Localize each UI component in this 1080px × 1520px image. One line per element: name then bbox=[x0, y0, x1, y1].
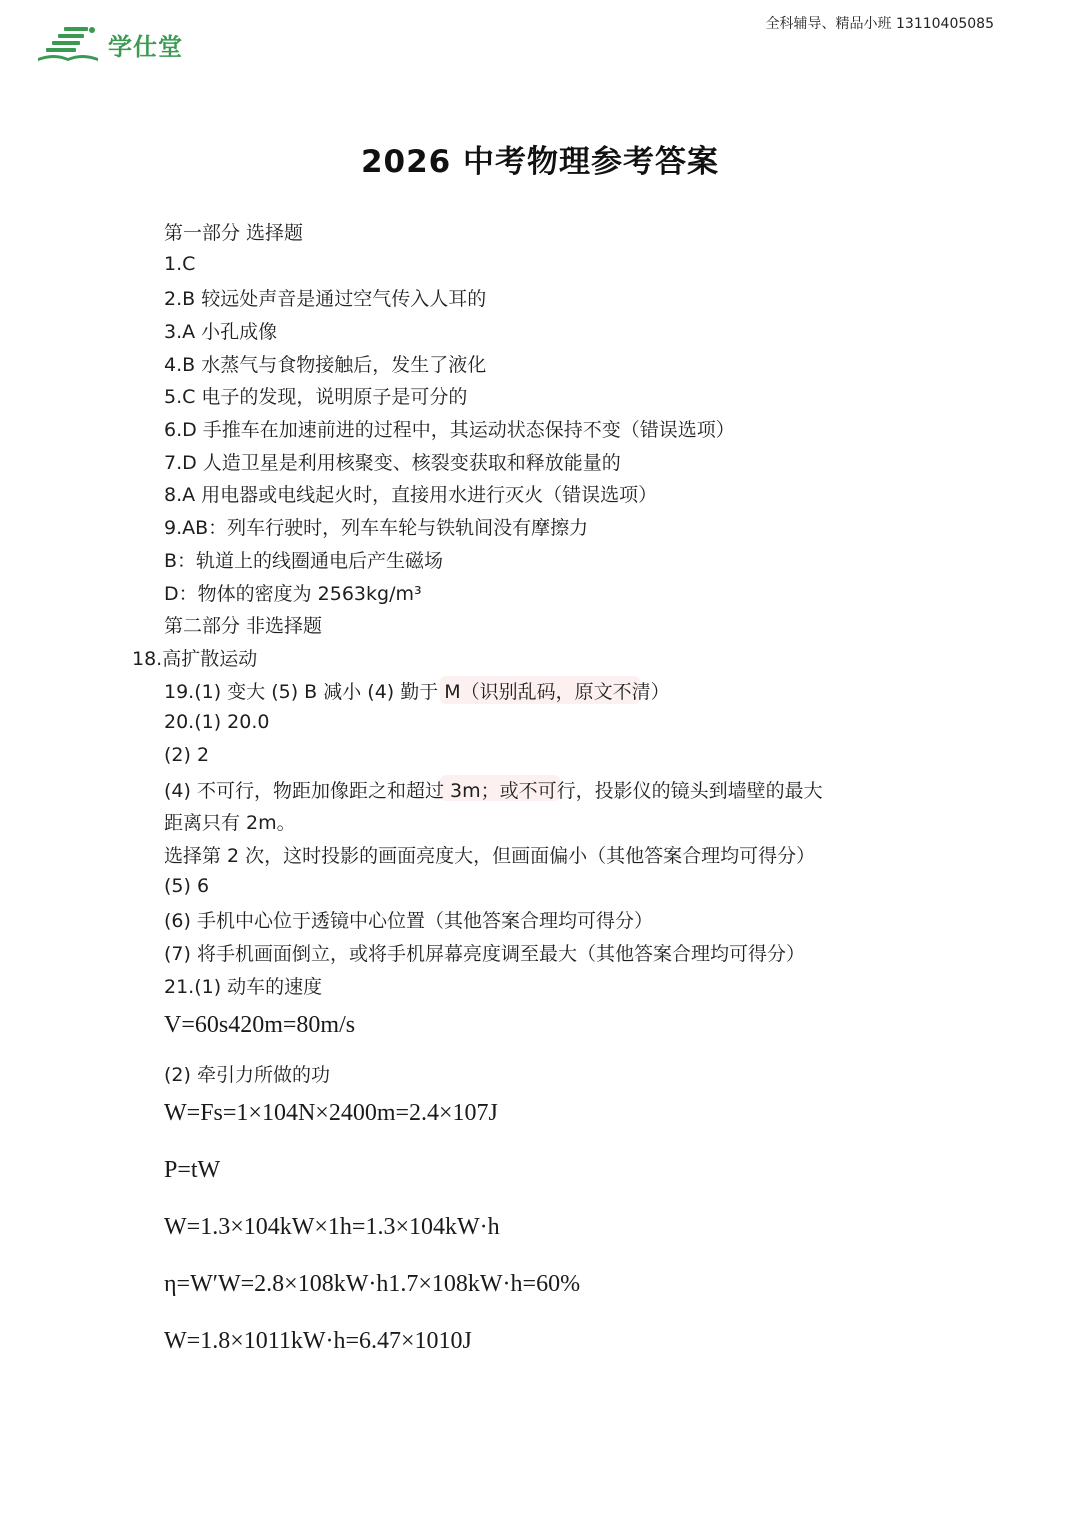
section-heading: 第二部分 非选择题 bbox=[164, 615, 323, 637]
formula-line: P=tW bbox=[164, 1157, 221, 1183]
answer-line: D：物体的密度为 2563kg/m³ bbox=[164, 583, 422, 605]
book-stairs-icon bbox=[36, 24, 100, 64]
answer-line: 5.C 电子的发现，说明原子是可分的 bbox=[164, 386, 468, 408]
answer-line: 8.A 用电器或电线起火时，直接用水进行灭火（错误选项） bbox=[164, 484, 658, 506]
answer-line: 18.高扩散运动 bbox=[132, 648, 258, 670]
formula-line: W=1.8×1011kW·h=6.47×1010J bbox=[164, 1328, 472, 1354]
section-heading: 第一部分 选择题 bbox=[164, 222, 304, 244]
answer-line: 2.B 较远处声音是通过空气传入人耳的 bbox=[164, 288, 487, 310]
answer-line: 21.(1) 动车的速度 bbox=[164, 976, 323, 998]
answer-line: 19.(1) 变大 (5) B 减小 (4) 勤于 M（识别乱码，原文不清） bbox=[164, 681, 670, 703]
answer-line: 6.D 手推车在加速前进的过程中，其运动状态保持不变（错误选项） bbox=[164, 419, 735, 441]
answer-line: 1.C bbox=[164, 253, 196, 275]
answer-line: 4.B 水蒸气与食物接触后，发生了液化 bbox=[164, 354, 487, 376]
answer-line: (5) 6 bbox=[164, 875, 210, 897]
formula-line: W=1.3×104kW×1h=1.3×104kW·h bbox=[164, 1214, 500, 1240]
formula-line: W=Fs=1×104N×2400m=2.4×107J bbox=[164, 1100, 498, 1126]
answer-line: (4) 不可行，物距加像距之和超过 3m；或不可行，投影仪的镜头到墙壁的最大 bbox=[164, 780, 823, 802]
formula-line: η=W′W=2.8×108kW·h1.7×108kW·h=60% bbox=[164, 1271, 581, 1297]
answer-line: (2) 牵引力所做的功 bbox=[164, 1064, 330, 1086]
logo-text: 学仕堂 bbox=[108, 32, 183, 61]
answer-line: 3.A 小孔成像 bbox=[164, 321, 278, 343]
page-title: 2026 中考物理参考答案 bbox=[360, 144, 720, 180]
answer-line: 距离只有 2m。 bbox=[164, 812, 296, 834]
answer-line: 20.(1) 20.0 bbox=[164, 711, 270, 733]
answer-line: 9.AB：列车行驶时，列车车轮与铁轨间没有摩擦力 bbox=[164, 517, 589, 539]
answer-line: 7.D 人造卫星是利用核聚变、核裂变获取和释放能量的 bbox=[164, 452, 621, 474]
header-contact: 全科辅导、精品小班 13110405085 bbox=[765, 16, 994, 32]
answer-line: (2) 2 bbox=[164, 744, 210, 766]
answer-line: (7) 将手机画面倒立，或将手机屏幕亮度调至最大（其他答案合理均可得分） bbox=[164, 943, 805, 965]
answer-line: 选择第 2 次，这时投影的画面亮度大，但画面偏小（其他答案合理均可得分） bbox=[164, 845, 816, 867]
logo bbox=[36, 22, 183, 66]
formula-line: V=60s420m=80m/s bbox=[164, 1012, 356, 1038]
answer-line: (6) 手机中心位于透镜中心位置（其他答案合理均可得分） bbox=[164, 910, 653, 932]
answer-line: B：轨道上的线圈通电后产生磁场 bbox=[164, 550, 444, 572]
